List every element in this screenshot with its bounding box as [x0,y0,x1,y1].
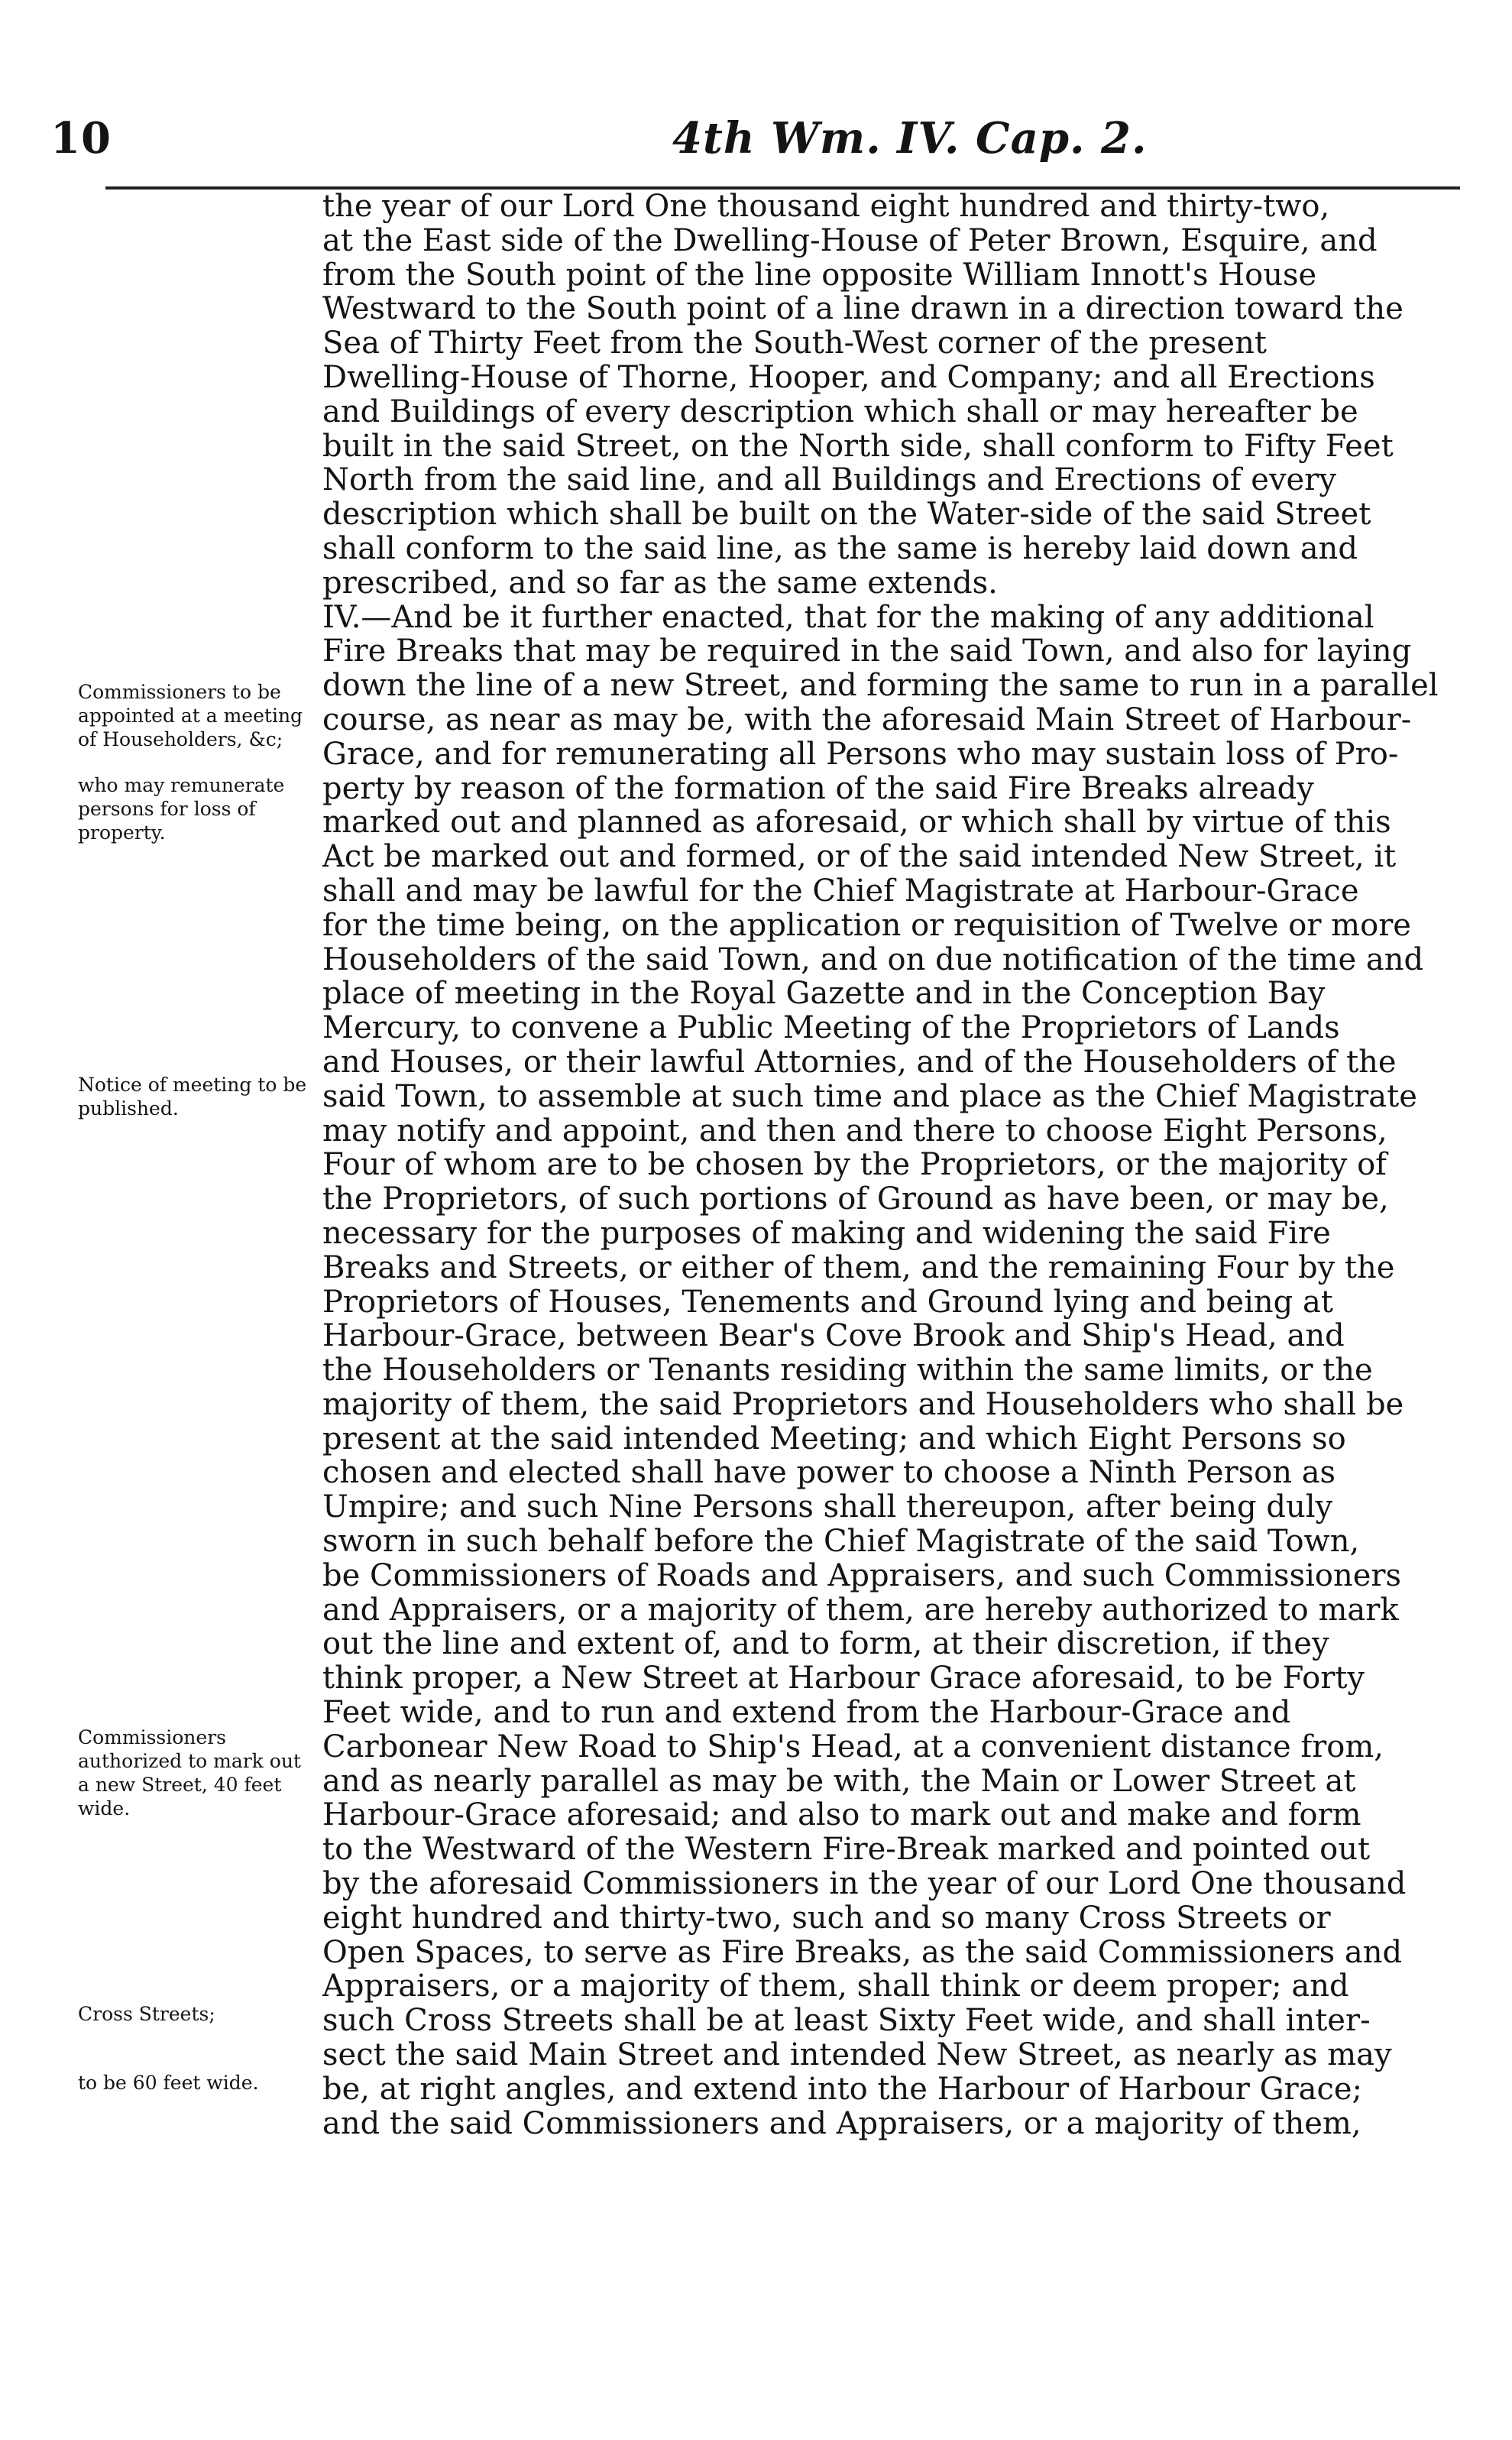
body-line: Open Spaces, to serve as Fire Breaks, as the said Commissioners and [322,1935,1403,1970]
body-line: out the line and extent of, and to form, at their discretion, if they [322,1627,1329,1662]
body-line: and Buildings of every description which shall or may hereafter be [322,394,1358,429]
body-line: sworn in such behalf before the Chief Magistrate of the said Town, [322,1525,1360,1559]
body-line: may notify and appoint, and then and there to choose Eight Persons, [322,1113,1387,1149]
body-line: and the said Commissioners and Appraisers, or a majority of them, [322,2106,1361,2141]
body-line: Sea of Thirty Feet from the South-West corner of the present [322,326,1267,361]
running-head: 4th Wm. IV. Cap. 2. [672,113,1148,164]
body-line: the Proprietors, of such portions of Ground as have been, or may be, [322,1182,1389,1217]
body-line: for the time being, on the application or requisition of Twelve or more [322,908,1411,943]
body-line: such Cross Streets shall be at least Sixty Feet wide, and shall inter- [322,2004,1371,2039]
body-line: eight hundred and thirty-two, such and so many Cross Streets or [322,1900,1331,1936]
body-line: Carbonear New Road to Ship's Head, at a convenient distance from, [322,1729,1384,1764]
body-line: at the East side of the Dwelling-House of Peter Brown, Esquire, and [322,223,1378,258]
margin-note-new-street: Commissioners authorized to mark out a new Street, 40 feet wide. [78,1726,301,1819]
margin-note-notice-of-meeting: Notice of meeting to be published. [78,1074,307,1120]
margin-note-remunerate: who may remunerate persons for loss of property. [78,774,285,844]
body-line: course, as near as may be, with the aforesaid Main Street of Harbour- [322,702,1412,737]
body-line: Harbour-Grace aforesaid; and also to mark out and make and form [322,1798,1361,1833]
body-line: place of meeting in the Royal Gazette and in the Conception Bay [322,977,1326,1012]
body-line: North from the said line, and all Buildings and Erections of every [322,463,1336,498]
body-line: Four of whom are to be chosen by the Proprietors, or the majority of [322,1148,1387,1183]
body-line: be Commissioners of Roads and Appraisers, and such Commissioners [322,1558,1402,1593]
margin-note-sixty-feet: to be 60 feet wide. [78,2072,259,2094]
body-line: Grace, and for remunerating all Persons who may sustain loss of Pro- [322,737,1399,772]
body-line: Proprietors of Houses, Tenements and Ground lying and being at [322,1285,1333,1320]
body-line: majority of them, the said Proprietors and Householders who shall be [322,1387,1404,1422]
body-line: IV.—And be it further enacted, that for the making of any additional [322,600,1374,635]
page-number: 10 [50,113,112,164]
body-line: present at the said intended Meeting; and which Eight Persons so [322,1421,1346,1457]
body-line: built in the said Street, on the North side, shall conform to Fifty Feet [322,429,1394,464]
body-line: think proper, a New Street at Harbour Grace aforesaid, to be Forty [322,1661,1365,1696]
margin-note-commissioners-appointed: Commissioners to be appointed at a meeting of Householders, &c; [78,681,303,750]
body-line: Mercury, to convene a Public Meeting of the Proprietors of Lands [322,1011,1340,1045]
body-line: said Town, to assemble at such time and place as the Chief Magistrate [322,1079,1417,1114]
body-line: Fire Breaks that may be required in the said Town, and also for laying [322,634,1412,669]
body-line: Westward to the South point of a line drawn in a direction toward the [322,292,1404,327]
body-line: marked out and planned as aforesaid, or which shall by virtue of this [322,805,1391,841]
margin-note-cross-streets: Cross Streets; [78,2003,215,2025]
body-line: from the South point of the line opposite William Innott's House [322,258,1317,293]
body-line: shall conform to the said line, as the same is hereby laid down and [322,531,1358,566]
body-line: Breaks and Streets, or either of them, and the remaining Four by the [322,1250,1395,1285]
body-line: and Houses, or their lawful Attornies, and of the Householders of the [322,1045,1397,1080]
body-line: Householders of the said Town, and on due notification of the time and [322,942,1424,977]
body-line: be, at right angles, and extend into the Harbour of Harbour Grace; [322,2072,1363,2107]
body-line: description which shall be built on the Water-side of the said Street [322,497,1371,532]
body-text [322,190,1450,2140]
body-line: down the line of a new Street, and forming the same to run in a parallel [322,669,1439,703]
body-line: Feet wide, and to run and extend from the Harbour-Grace and [322,1696,1291,1730]
body-line: to the Westward of the Western Fire-Break marked and pointed out [322,1832,1371,1868]
body-line: and as nearly parallel as may be with, the Main or Lower Street at [322,1764,1356,1799]
body-line: prescribed, and so far as the same extends. [322,565,998,601]
body-line: Appraisers, or a majority of them, shall think or deem proper; and [322,1969,1349,2004]
body-line: shall and may be lawful for the Chief Magistrate at Harbour-Grace [322,873,1359,909]
body-line: Umpire; and such Nine Persons shall thereupon, after being duly [322,1490,1333,1525]
body-line: chosen and elected shall have power to choose a Ninth Person as [322,1456,1336,1491]
body-line: Act be marked out and formed, or of the said intended New Street, it [322,840,1397,874]
body-line: necessary for the purposes of making and widening the said Fire [322,1216,1331,1251]
body-line: and Appraisers, or a majority of them, are hereby authorized to mark [322,1593,1399,1628]
body-line: by the aforesaid Commissioners in the year of our Lord One thousand [322,1867,1407,1901]
body-line: perty by reason of the formation of the said Fire Breaks already [322,771,1314,806]
body-line: the Householders or Tenants residing within the same limits, or the [322,1353,1373,1388]
body-line: Harbour-Grace, between Bear's Cove Brook and Ship's Head, and [322,1319,1345,1354]
body-line: sect the said Main Street and intended New Street, as nearly as may [322,2038,1392,2072]
body-line: the year of our Lord One thousand eight hundred and thirty-two, [322,190,1330,224]
body-line: Dwelling-House of Thorne, Hooper, and Company; and all Erections [322,360,1375,395]
